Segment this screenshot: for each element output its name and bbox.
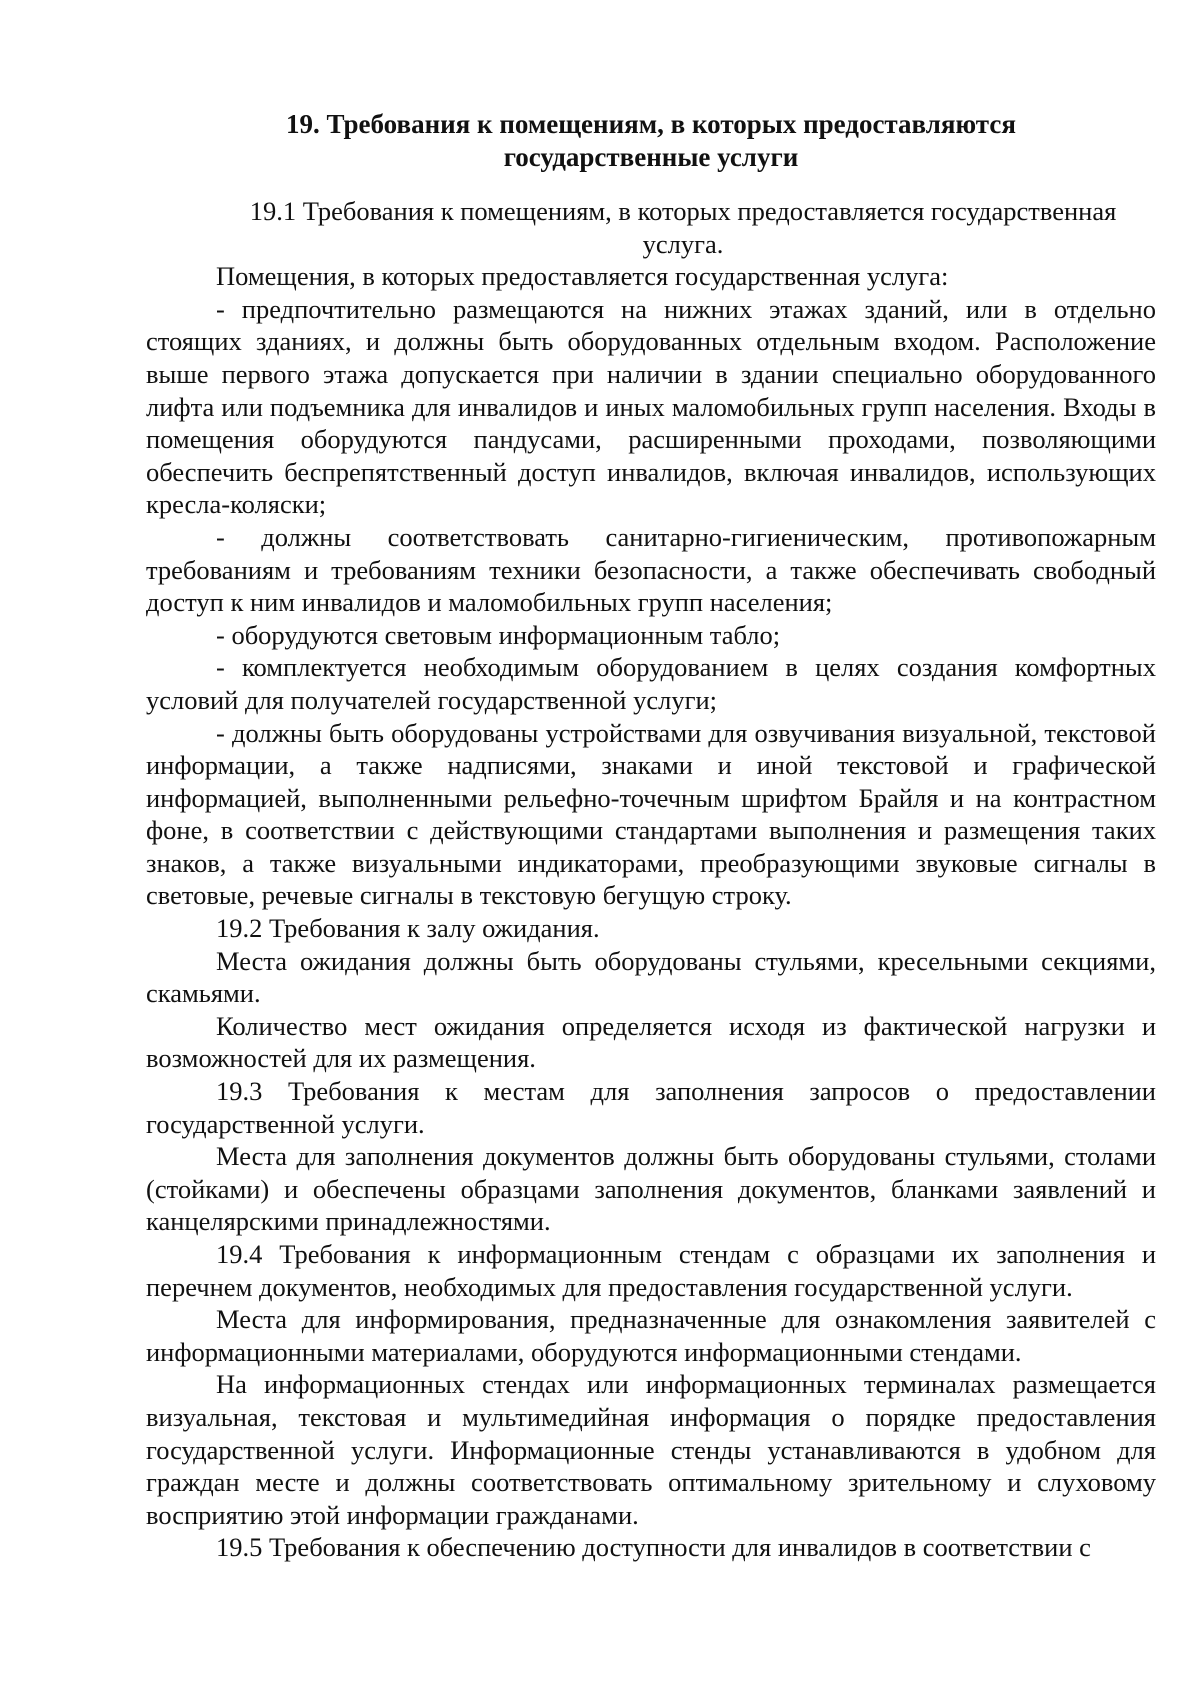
paragraph-info-places: Места для информирования, предназначенные для ознакомления заявителей с информационными материалами, оборудуются информационными стендами. (146, 1304, 1156, 1367)
document-page (146, 108, 1156, 1564)
paragraph-waiting-seats: Места ожидания должны быть оборудованы стульями, кресельными секциями, скамьями. (146, 945, 1156, 1009)
paragraph-19-5-title: 19.5 Требования к обеспечению доступности для инвалидов в соответствии с (216, 1532, 1091, 1563)
paragraph-premises-intro: Помещения, в которых предоставляется государственная услуга: (216, 261, 949, 292)
heading-line-2: государственные услуги (503, 141, 799, 172)
heading-line-1: 19. Требования к помещениям, в которых предоставляются (286, 109, 1016, 139)
paragraph-19-3-title: 19.3 Требования к местам для заполнения запросов о предоставлении государственной услуги. (146, 1076, 1156, 1139)
subhead-line-2: услуга. (642, 228, 724, 259)
paragraph-accessibility-devices: - должны быть оборудованы устройствами для озвучивания визуальной, текстовой информации, а также надписями, знаками и иной текстовой и графической информацией, выполненными рельефно-точечным шрифтом Брайля и на контрастном фоне, в соответствии с действующими стандартами выполнения и размещения таких знаков, а также визуальными индикаторами, преобразующими звуковые сигналы в световые, речевые сигналы в текстовую бегущую строку. (146, 717, 1156, 911)
paragraph-lower-floors: - предпочтительно размещаются на нижних этажах зданий, или в отдельно стоящих зданиях, и должны быть оборудованных отдельным входом. Расположение выше первого этажа допускается при наличии в здании специально оборудованного лифта или подъемника для инвалидов и иных маломобильных групп населения. Входы в помещения оборудуются пандусами, расширенными проходами, позволяющими обеспечить беспрепятственный доступ инвалидов, включая инвалидов, использующих кресла-коляски; (146, 293, 1156, 520)
subhead-line-1: 19.1 Требования к помещениям, в которых предоставляется государственная (249, 196, 1117, 226)
subsection-19-1-title (146, 195, 1156, 260)
paragraph-info-stands: На информационных стендах или информационных терминалах размещается визуальная, текстовая и мультимедийная информация о порядке предоставления государственной услуги. Информационные стенды устанавливаются в удобном для граждан месте и должны соответствовать оптимальному зрительному и слуховому восприятию этой информации гражданами. (146, 1369, 1156, 1530)
paragraph-filling-places: Места для заполнения документов должны быть оборудованы стульями, столами (стойками) и обеспечены образцами заполнения документов, бланками заявлений и канцелярскими принадлежностями. (146, 1141, 1156, 1237)
paragraph-waiting-count: Количество мест ожидания определяется исходя из фактической нагрузки и возможностей для их размещения. (146, 1010, 1156, 1074)
section-heading (146, 108, 1156, 173)
paragraph-19-2-title: 19.2 Требования к залу ожидания. (216, 913, 600, 944)
paragraph-sanitary-requirements: - должны соответствовать санитарно-гигиеническим, противопожарным требованиям и требованиям техники безопасности, а также обеспечивать свободный доступ к ним инвалидов и маломобильных групп населения; (146, 521, 1156, 618)
paragraph-light-board: - оборудуются световым информационным табло; (216, 619, 781, 650)
paragraph-19-4-title: 19.4 Требования к информационным стендам с образцами их заполнения и перечнем документов, необходимых для предоставления государственной услуги. (146, 1239, 1156, 1302)
paragraph-equipment: - комплектуется необходимым оборудованием в целях создания комфортных условий для получателей государственной услуги; (146, 652, 1156, 715)
